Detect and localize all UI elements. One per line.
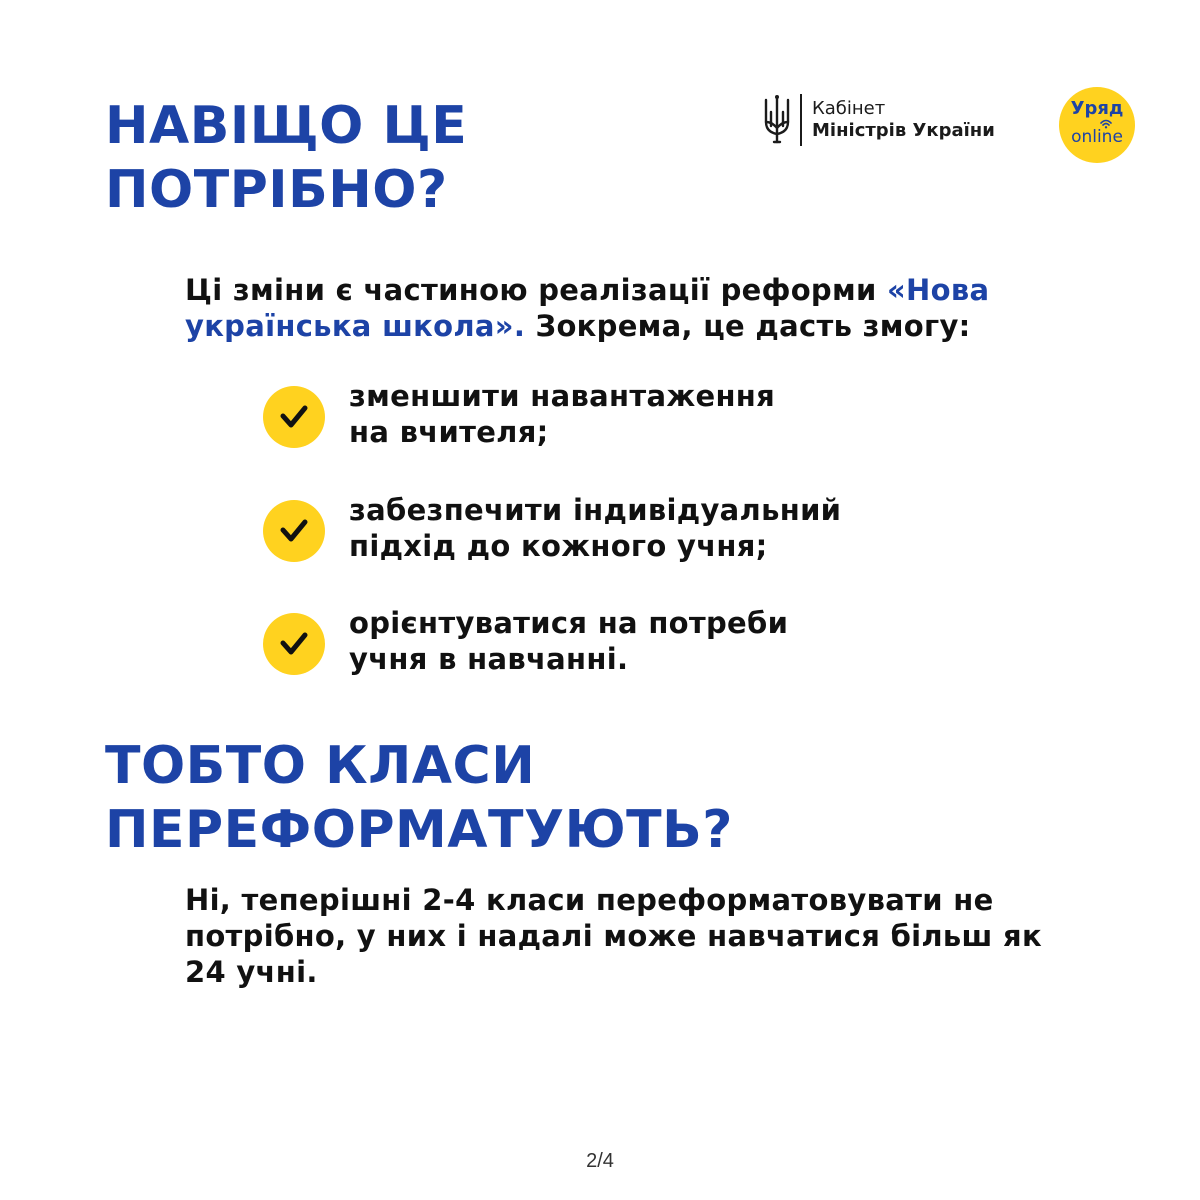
badge-line-2: online	[1071, 127, 1123, 147]
heading-2-line-2: ПЕРЕФОРМАТУЮТЬ?	[105, 800, 733, 860]
cabinet-logo	[760, 92, 995, 148]
check-badge	[263, 500, 325, 562]
benefit-line-1: зменшити навантаження	[349, 379, 776, 413]
logo-line-1: Кабінет	[812, 98, 886, 119]
benefit-line-1: забезпечити індивідуальний	[349, 493, 842, 527]
page-indicator: 2/4	[586, 1150, 614, 1172]
benefit-item	[263, 493, 1063, 580]
benefit-line-2: учня в навчанні.	[349, 642, 629, 676]
logo-text	[812, 98, 995, 142]
reform-name: «Нова українська школа».	[185, 273, 990, 343]
uriad-online-badge	[1059, 87, 1135, 163]
check-badge	[263, 613, 325, 675]
check-badge	[263, 386, 325, 448]
heading-reformat-classes	[105, 734, 733, 862]
intro-text-1: Ці зміни є частиною реалізації реформи	[185, 273, 887, 307]
heading-1-line-1: НАВІЩО ЦЕ	[105, 96, 468, 156]
benefit-text	[349, 492, 1049, 564]
answer-paragraph: Ні, теперішні 2-4 класи переформатовувати не потрібно, у них і надалі може навчатися більш як 24 учні.	[185, 883, 1042, 989]
benefit-text	[349, 378, 1049, 450]
trident-icon	[760, 92, 794, 148]
benefit-item	[263, 606, 1063, 693]
intro-text-2: Зокрема, це дасть змогу:	[525, 309, 971, 343]
check-icon	[263, 500, 325, 562]
badge-line-1: Уряд	[1070, 98, 1124, 119]
heading-1-line-2: ПОТРІБНО?	[105, 160, 448, 220]
benefit-text	[349, 605, 1049, 677]
heading-why-needed	[105, 94, 467, 222]
check-icon	[263, 386, 325, 448]
benefit-line-1: орієнтуватися на потреби	[349, 606, 789, 640]
intro-paragraph	[185, 272, 1065, 344]
benefit-line-2: на вчителя;	[349, 415, 549, 449]
benefit-item	[263, 379, 1063, 466]
logo-divider	[800, 94, 802, 146]
heading-2-line-1: ТОБТО КЛАСИ	[105, 736, 536, 796]
logo-line-2: Міністрів України	[812, 120, 995, 141]
benefit-line-2: підхід до кожного учня;	[349, 529, 768, 563]
check-icon	[263, 613, 325, 675]
